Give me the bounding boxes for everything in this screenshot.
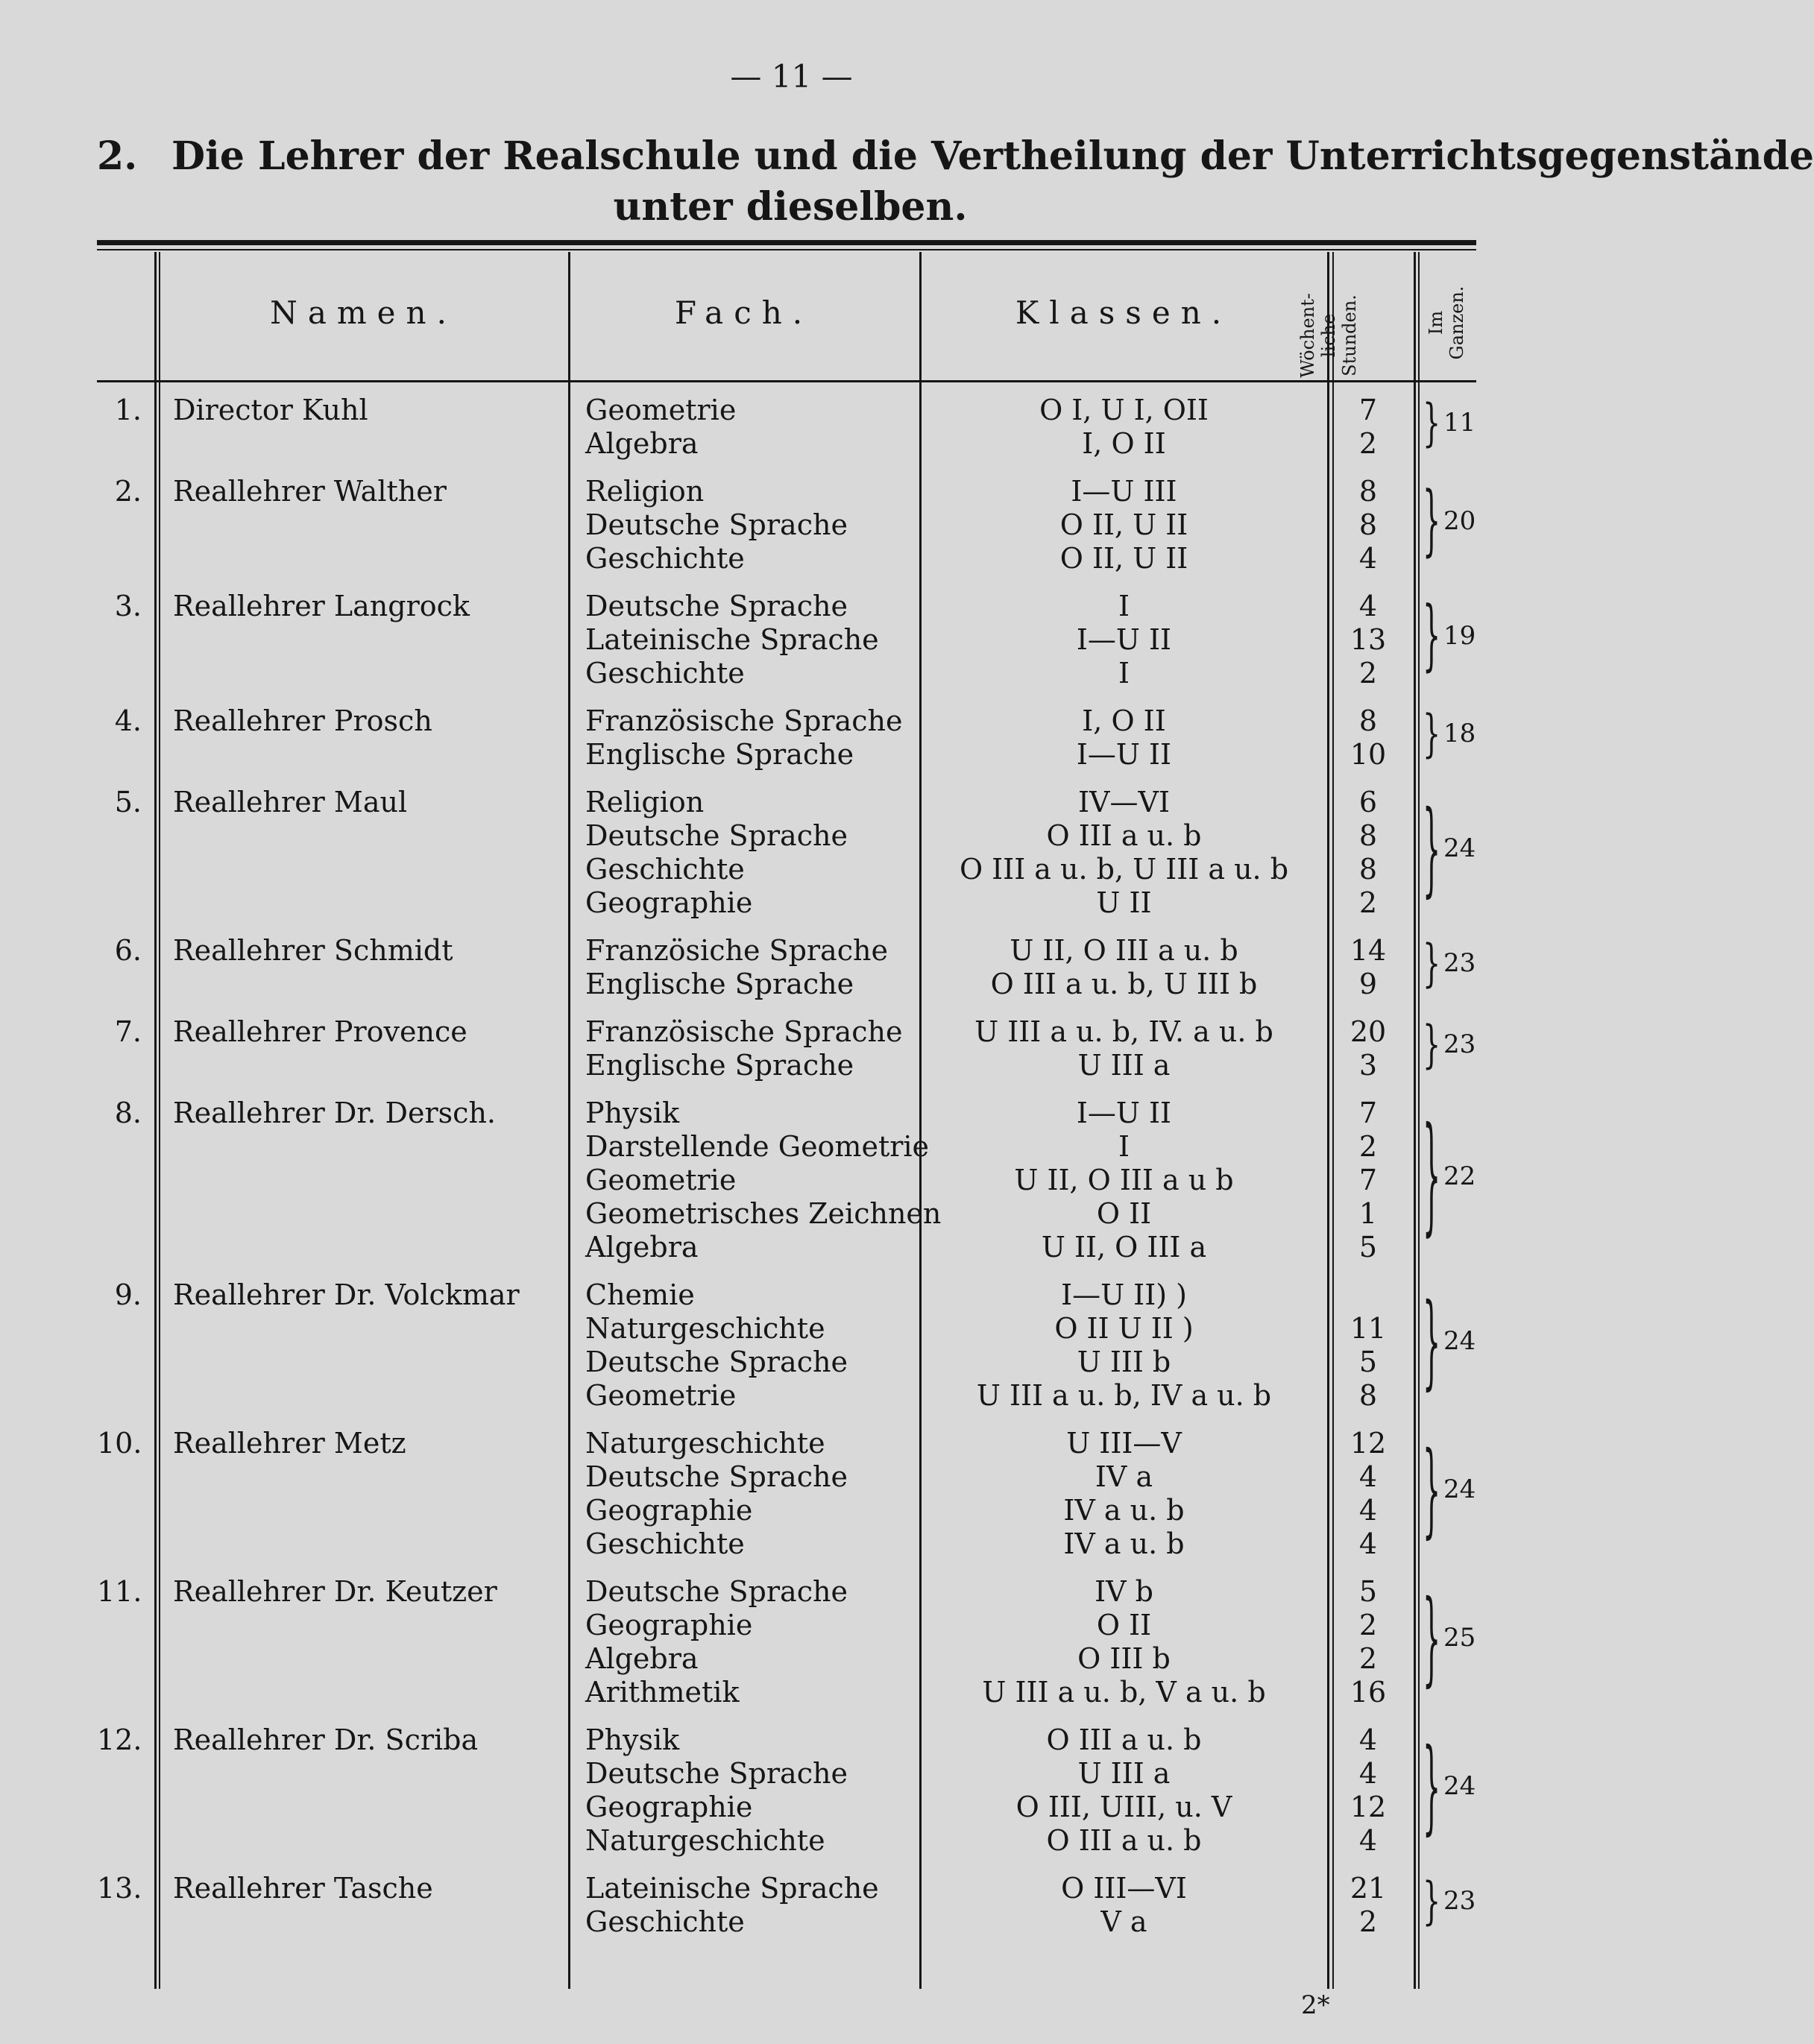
teacher-name: Reallehrer Maul	[173, 786, 408, 818]
classes: O II, U II	[1059, 508, 1188, 541]
subject: Darstellende Geometrie	[585, 1130, 930, 1163]
weekly-hours: 2	[1358, 1130, 1378, 1163]
weekly-hours: 12	[1350, 1791, 1387, 1823]
header-namen: Namen.	[270, 294, 457, 331]
header-klassen: Klassen.	[1015, 294, 1232, 331]
weekly-hours: 13	[1350, 623, 1387, 656]
subject: Deutsche Sprache	[585, 590, 848, 622]
classes: O III b	[1077, 1642, 1171, 1675]
weekly-hours: 2	[1358, 1642, 1378, 1675]
weekly-hours: 2	[1358, 886, 1378, 919]
classes: I, O II	[1082, 427, 1166, 460]
classes: O II, U II	[1059, 542, 1188, 575]
weekly-hours: 2	[1358, 657, 1378, 690]
weekly-hours: 8	[1358, 508, 1378, 541]
subject: Naturgeschichte	[585, 1312, 825, 1345]
subject: Deutsche Sprache	[585, 819, 848, 852]
brace-icon: }	[1423, 789, 1441, 908]
weekly-hours: 7	[1358, 394, 1378, 426]
weekly-hours: 5	[1358, 1231, 1378, 1264]
weekly-hours: 2	[1358, 427, 1378, 460]
teacher-name: Reallehrer Dr. Dersch.	[173, 1097, 496, 1129]
weekly-hours: 6	[1358, 786, 1378, 818]
subject: Lateinische Sprache	[585, 623, 879, 656]
subject: Chemie	[585, 1278, 695, 1311]
teacher-number: 5.	[114, 786, 142, 818]
classes: I—U II	[1076, 1097, 1172, 1129]
total-hours: 23	[1443, 1029, 1476, 1059]
column-divider	[154, 252, 157, 1989]
header-fach: Fach.	[674, 294, 813, 331]
subject: Physik	[585, 1097, 680, 1129]
classes: O II	[1096, 1197, 1152, 1230]
classes: O I, U I, OII	[1039, 394, 1209, 426]
subject: Geschichte	[585, 657, 745, 690]
classes: U III—V	[1066, 1427, 1182, 1460]
total-hours: 24	[1443, 833, 1476, 863]
header-ganzen: Im Ganzen.	[1426, 286, 1467, 360]
weekly-hours: 7	[1358, 1097, 1378, 1129]
teacher-number: 3.	[114, 590, 142, 622]
weekly-hours: 8	[1358, 853, 1378, 886]
classes: I—U III	[1071, 475, 1177, 508]
total-hours: 25	[1443, 1623, 1476, 1653]
brace-icon: }	[1423, 1578, 1441, 1697]
classes: IV a u. b	[1063, 1494, 1185, 1527]
teacher-name: Reallehrer Dr. Volckmar	[173, 1278, 520, 1311]
subject: Französische Sprache	[585, 1015, 903, 1048]
subject: Naturgeschichte	[585, 1427, 825, 1460]
teacher-name: Reallehrer Metz	[173, 1427, 406, 1460]
brace-icon: }	[1423, 475, 1441, 564]
teacher-number: 9.	[114, 1278, 142, 1311]
subject: Geographie	[585, 886, 753, 919]
teacher-name: Director Kuhl	[173, 394, 368, 426]
weekly-hours: 16	[1350, 1676, 1387, 1709]
subject: Deutsche Sprache	[585, 1757, 848, 1790]
classes: I—U II) )	[1061, 1278, 1187, 1311]
weekly-hours: 3	[1358, 1049, 1378, 1082]
teacher-name: Reallehrer Provence	[173, 1015, 467, 1048]
weekly-hours: 4	[1358, 1824, 1378, 1857]
column-divider	[1418, 252, 1420, 1989]
subject: Religion	[585, 786, 705, 818]
subject: Geographie	[585, 1791, 753, 1823]
teacher-number: 7.	[114, 1015, 142, 1048]
subject: Algebra	[585, 427, 699, 460]
classes: IV—VI	[1078, 786, 1170, 818]
subject: Geometrie	[585, 394, 737, 426]
teacher-number: 2.	[114, 475, 142, 508]
subject: Naturgeschichte	[585, 1824, 825, 1857]
column-divider	[1332, 252, 1334, 1989]
title-line-2: unter dieselben.	[613, 184, 968, 230]
page-number: — 11 —	[730, 58, 853, 95]
subject: Geographie	[585, 1494, 753, 1527]
subject: Deutsche Sprache	[585, 1346, 848, 1378]
subject: Französische Sprache	[585, 704, 903, 737]
total-hours: 19	[1443, 620, 1476, 651]
brace-icon: }	[1423, 1726, 1441, 1846]
teacher-number: 10.	[97, 1427, 142, 1460]
total-hours: 18	[1443, 719, 1476, 748]
classes: U II, O III a u. b	[1010, 934, 1238, 967]
teacher-number: 11.	[97, 1575, 142, 1608]
subject: Deutsche Sprache	[585, 1460, 848, 1493]
teacher-number: 13.	[97, 1872, 142, 1905]
total-hours: 24	[1443, 1474, 1476, 1504]
weekly-hours: 2	[1358, 1905, 1378, 1938]
classes: O II	[1096, 1609, 1152, 1641]
classes: V a	[1100, 1905, 1147, 1938]
classes: I	[1118, 657, 1130, 690]
subject: Englische Sprache	[585, 1049, 854, 1082]
column-divider	[919, 252, 922, 1989]
brace-icon: }	[1423, 1871, 1441, 1931]
weekly-hours: 2	[1358, 1609, 1378, 1641]
subject: Lateinische Sprache	[585, 1872, 879, 1905]
weekly-hours: 8	[1358, 704, 1378, 737]
weekly-hours: 4	[1358, 542, 1378, 575]
weekly-hours: 20	[1350, 1015, 1387, 1048]
classes: U III a	[1077, 1049, 1171, 1082]
header-stunden: Wöchent-liche Stunden.	[1297, 293, 1360, 378]
rule-header	[97, 380, 1476, 382]
weekly-hours: 8	[1358, 475, 1378, 508]
subject: Arithmetik	[585, 1676, 740, 1709]
classes: O III a u. b, U III a u. b	[959, 853, 1289, 886]
subject: Englische Sprache	[585, 738, 854, 771]
teacher-name: Reallehrer Prosch	[173, 704, 432, 737]
total-hours: 24	[1443, 1326, 1476, 1356]
column-divider	[1327, 252, 1329, 1989]
brace-icon: }	[1423, 933, 1441, 993]
teacher-name: Reallehrer Tasche	[173, 1872, 433, 1905]
weekly-hours: 4	[1358, 1460, 1378, 1493]
classes: U II, O III a	[1041, 1231, 1207, 1264]
teacher-name: Reallehrer Walther	[173, 475, 447, 508]
teacher-name: Reallehrer Dr. Keutzer	[173, 1575, 497, 1608]
brace-icon: }	[1423, 1015, 1441, 1074]
subject: Englische Sprache	[585, 968, 854, 1000]
brace-icon: }	[1423, 393, 1441, 452]
subject: Geometrie	[585, 1164, 737, 1196]
classes: O III a u. b	[1046, 819, 1202, 852]
classes: I—U II	[1076, 738, 1172, 771]
weekly-hours: 21	[1350, 1872, 1387, 1905]
total-hours: 20	[1443, 505, 1476, 536]
classes: U II, O III a u b	[1014, 1164, 1234, 1196]
subject: Religion	[585, 475, 705, 508]
classes: U III a	[1077, 1757, 1171, 1790]
rule-thin	[97, 249, 1476, 250]
classes: O III, UIII, u. V	[1015, 1791, 1232, 1823]
weekly-hours: 8	[1358, 819, 1378, 852]
subject: Deutsche Sprache	[585, 1575, 848, 1608]
classes: IV a u. b	[1063, 1527, 1185, 1560]
weekly-hours: 7	[1358, 1164, 1378, 1196]
teacher-number: 6.	[114, 934, 142, 967]
weekly-hours: 4	[1358, 1757, 1378, 1790]
classes: O III a u. b	[1046, 1824, 1202, 1857]
weekly-hours: 8	[1358, 1379, 1378, 1412]
weekly-hours: 14	[1350, 934, 1387, 967]
weekly-hours: 1	[1358, 1197, 1378, 1230]
subject: Algebra	[585, 1642, 699, 1675]
weekly-hours: 11	[1350, 1312, 1387, 1345]
total-hours: 22	[1443, 1161, 1476, 1191]
classes: O II U II )	[1054, 1312, 1194, 1345]
brace-icon: }	[1423, 1430, 1441, 1549]
teacher-number: 12.	[97, 1723, 142, 1756]
classes: U III a u. b, IV a u. b	[976, 1379, 1272, 1412]
weekly-hours: 10	[1350, 738, 1387, 771]
weekly-hours: 5	[1358, 1346, 1378, 1378]
rule-thick	[97, 240, 1476, 245]
teacher-number: 1.	[114, 394, 142, 426]
brace-icon: }	[1423, 1100, 1441, 1249]
total-hours: 23	[1443, 948, 1476, 978]
weekly-hours: 4	[1358, 1723, 1378, 1756]
weekly-hours: 5	[1358, 1575, 1378, 1608]
subject: Französiche Sprache	[585, 934, 888, 967]
brace-icon: }	[1423, 1281, 1441, 1401]
weekly-hours: 4	[1358, 1494, 1378, 1527]
weekly-hours: 9	[1358, 968, 1378, 1000]
column-divider	[1414, 252, 1416, 1989]
teacher-name: Reallehrer Schmidt	[173, 934, 453, 967]
subject: Geschichte	[585, 542, 745, 575]
classes: I, O II	[1082, 704, 1166, 737]
classes: O III—VI	[1061, 1872, 1187, 1905]
teacher-number: 8.	[114, 1097, 142, 1129]
signature-mark: 2*	[1301, 1990, 1330, 2020]
classes: IV a	[1095, 1460, 1153, 1493]
classes: I—U II	[1076, 623, 1172, 656]
column-divider	[159, 252, 160, 1989]
weekly-hours: 12	[1350, 1427, 1387, 1460]
classes: U II	[1096, 886, 1152, 919]
classes: O III a u. b, U III b	[990, 968, 1258, 1000]
total-hours: 11	[1443, 408, 1476, 438]
subject: Geschichte	[585, 1527, 745, 1560]
weekly-hours: 4	[1358, 1527, 1378, 1560]
subject: Geometrie	[585, 1379, 737, 1412]
classes: I	[1118, 590, 1130, 622]
subject: Algebra	[585, 1231, 699, 1264]
classes: U III a u. b, V a u. b	[982, 1676, 1266, 1709]
total-hours: 24	[1443, 1771, 1476, 1801]
subject: Geographie	[585, 1609, 753, 1641]
classes: IV b	[1095, 1575, 1153, 1608]
classes: O III a u. b	[1046, 1723, 1202, 1756]
total-hours: 23	[1443, 1886, 1476, 1916]
classes: U III b	[1077, 1346, 1171, 1378]
subject: Physik	[585, 1723, 680, 1756]
subject: Geschichte	[585, 1905, 745, 1938]
subject: Geschichte	[585, 853, 745, 886]
teacher-name: Reallehrer Dr. Scriba	[173, 1723, 479, 1756]
section-number: 2.	[97, 133, 138, 179]
classes: U III a u. b, IV. a u. b	[974, 1015, 1273, 1048]
weekly-hours: 4	[1358, 590, 1378, 622]
title-line-1: Die Lehrer der Realschule und die Vertheilung der Unterrichtsgegenstände	[171, 133, 1814, 179]
teacher-number: 4.	[114, 704, 142, 737]
classes: I	[1118, 1130, 1130, 1163]
subject: Deutsche Sprache	[585, 508, 848, 541]
brace-icon: }	[1423, 590, 1441, 679]
teacher-name: Reallehrer Langrock	[173, 590, 470, 622]
brace-icon: }	[1423, 704, 1441, 763]
subject: Geometrisches Zeichnen	[585, 1197, 942, 1230]
column-divider	[568, 252, 570, 1989]
